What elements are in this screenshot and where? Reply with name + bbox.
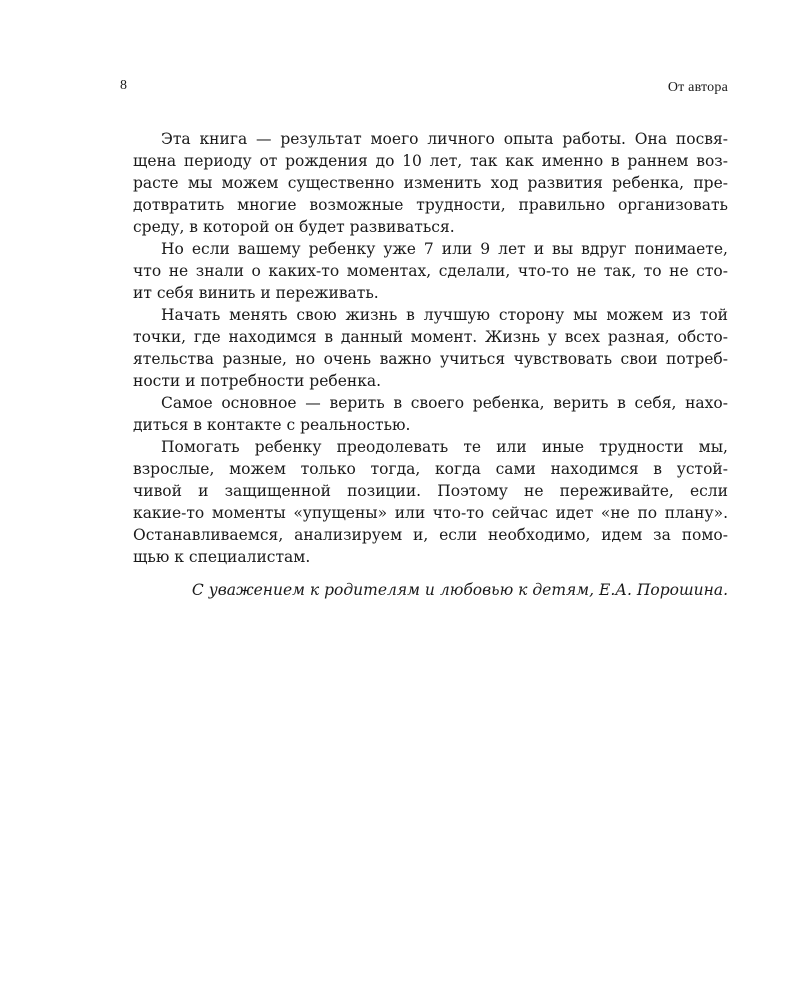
text-line: Но если вашему ребенку уже 7 или 9 лет и вы вдруг понимаете, <box>161 240 728 258</box>
paragraph-5 <box>133 436 728 568</box>
running-head <box>0 78 800 98</box>
text-line: какие-то моменты «упущены» или что-то сейчас идет «не по плану». <box>133 504 728 522</box>
text-line: Эта книга — результат моего личного опыта работы. Она посвя- <box>161 130 728 148</box>
body-text <box>133 128 728 568</box>
text-line: щена периоду от рождения до 10 лет, так как именно в раннем воз- <box>133 152 728 170</box>
text-line: диться в контакте с реальностью. <box>133 416 411 434</box>
author-signature: С уважением к родителям и любовью к детям, Е.А. Порошина. <box>191 581 728 599</box>
paragraph-2 <box>133 238 728 304</box>
text-line: дотвратить многие возможные трудности, правильно организовать <box>133 196 728 214</box>
text-line: Помогать ребенку преодолевать те или иные трудности мы, <box>161 438 728 456</box>
text-line: щью к специалистам. <box>133 548 311 566</box>
text-line: Останавливаемся, анализируем и, если необходимо, идем за помо- <box>133 526 728 544</box>
paragraph-1 <box>133 128 728 238</box>
text-line: ности и потребности ребенка. <box>133 372 382 390</box>
running-section-title: От автора <box>667 80 728 95</box>
text-line: что не знали о каких-то моментах, сделали, что-то не так, то не сто- <box>133 262 728 280</box>
text-line: чивой и защищенной позиции. Поэтому не переживайте, если <box>133 482 728 500</box>
text-line: Самое основное — верить в своего ребенка, верить в себя, нахо- <box>161 394 728 412</box>
text-line: среду, в которой он будет развиваться. <box>133 218 455 236</box>
text-line: ит себя винить и переживать. <box>133 284 379 302</box>
paragraph-3 <box>133 304 728 392</box>
paragraph-4 <box>133 392 728 436</box>
text-line: точки, где находимся в данный момент. Жизнь у всех разная, обсто- <box>133 328 728 346</box>
text-line: ятельства разные, но очень важно учиться чувствовать свои потреб- <box>133 350 728 368</box>
text-line: Начать менять свою жизнь в лучшую сторону мы можем из той <box>161 306 728 324</box>
page-number: 8 <box>120 78 127 93</box>
text-line: расте мы можем существенно изменить ход развития ребенка, пре- <box>133 174 728 192</box>
text-line: взрослые, можем только тогда, когда сами находимся в устой- <box>133 460 728 478</box>
